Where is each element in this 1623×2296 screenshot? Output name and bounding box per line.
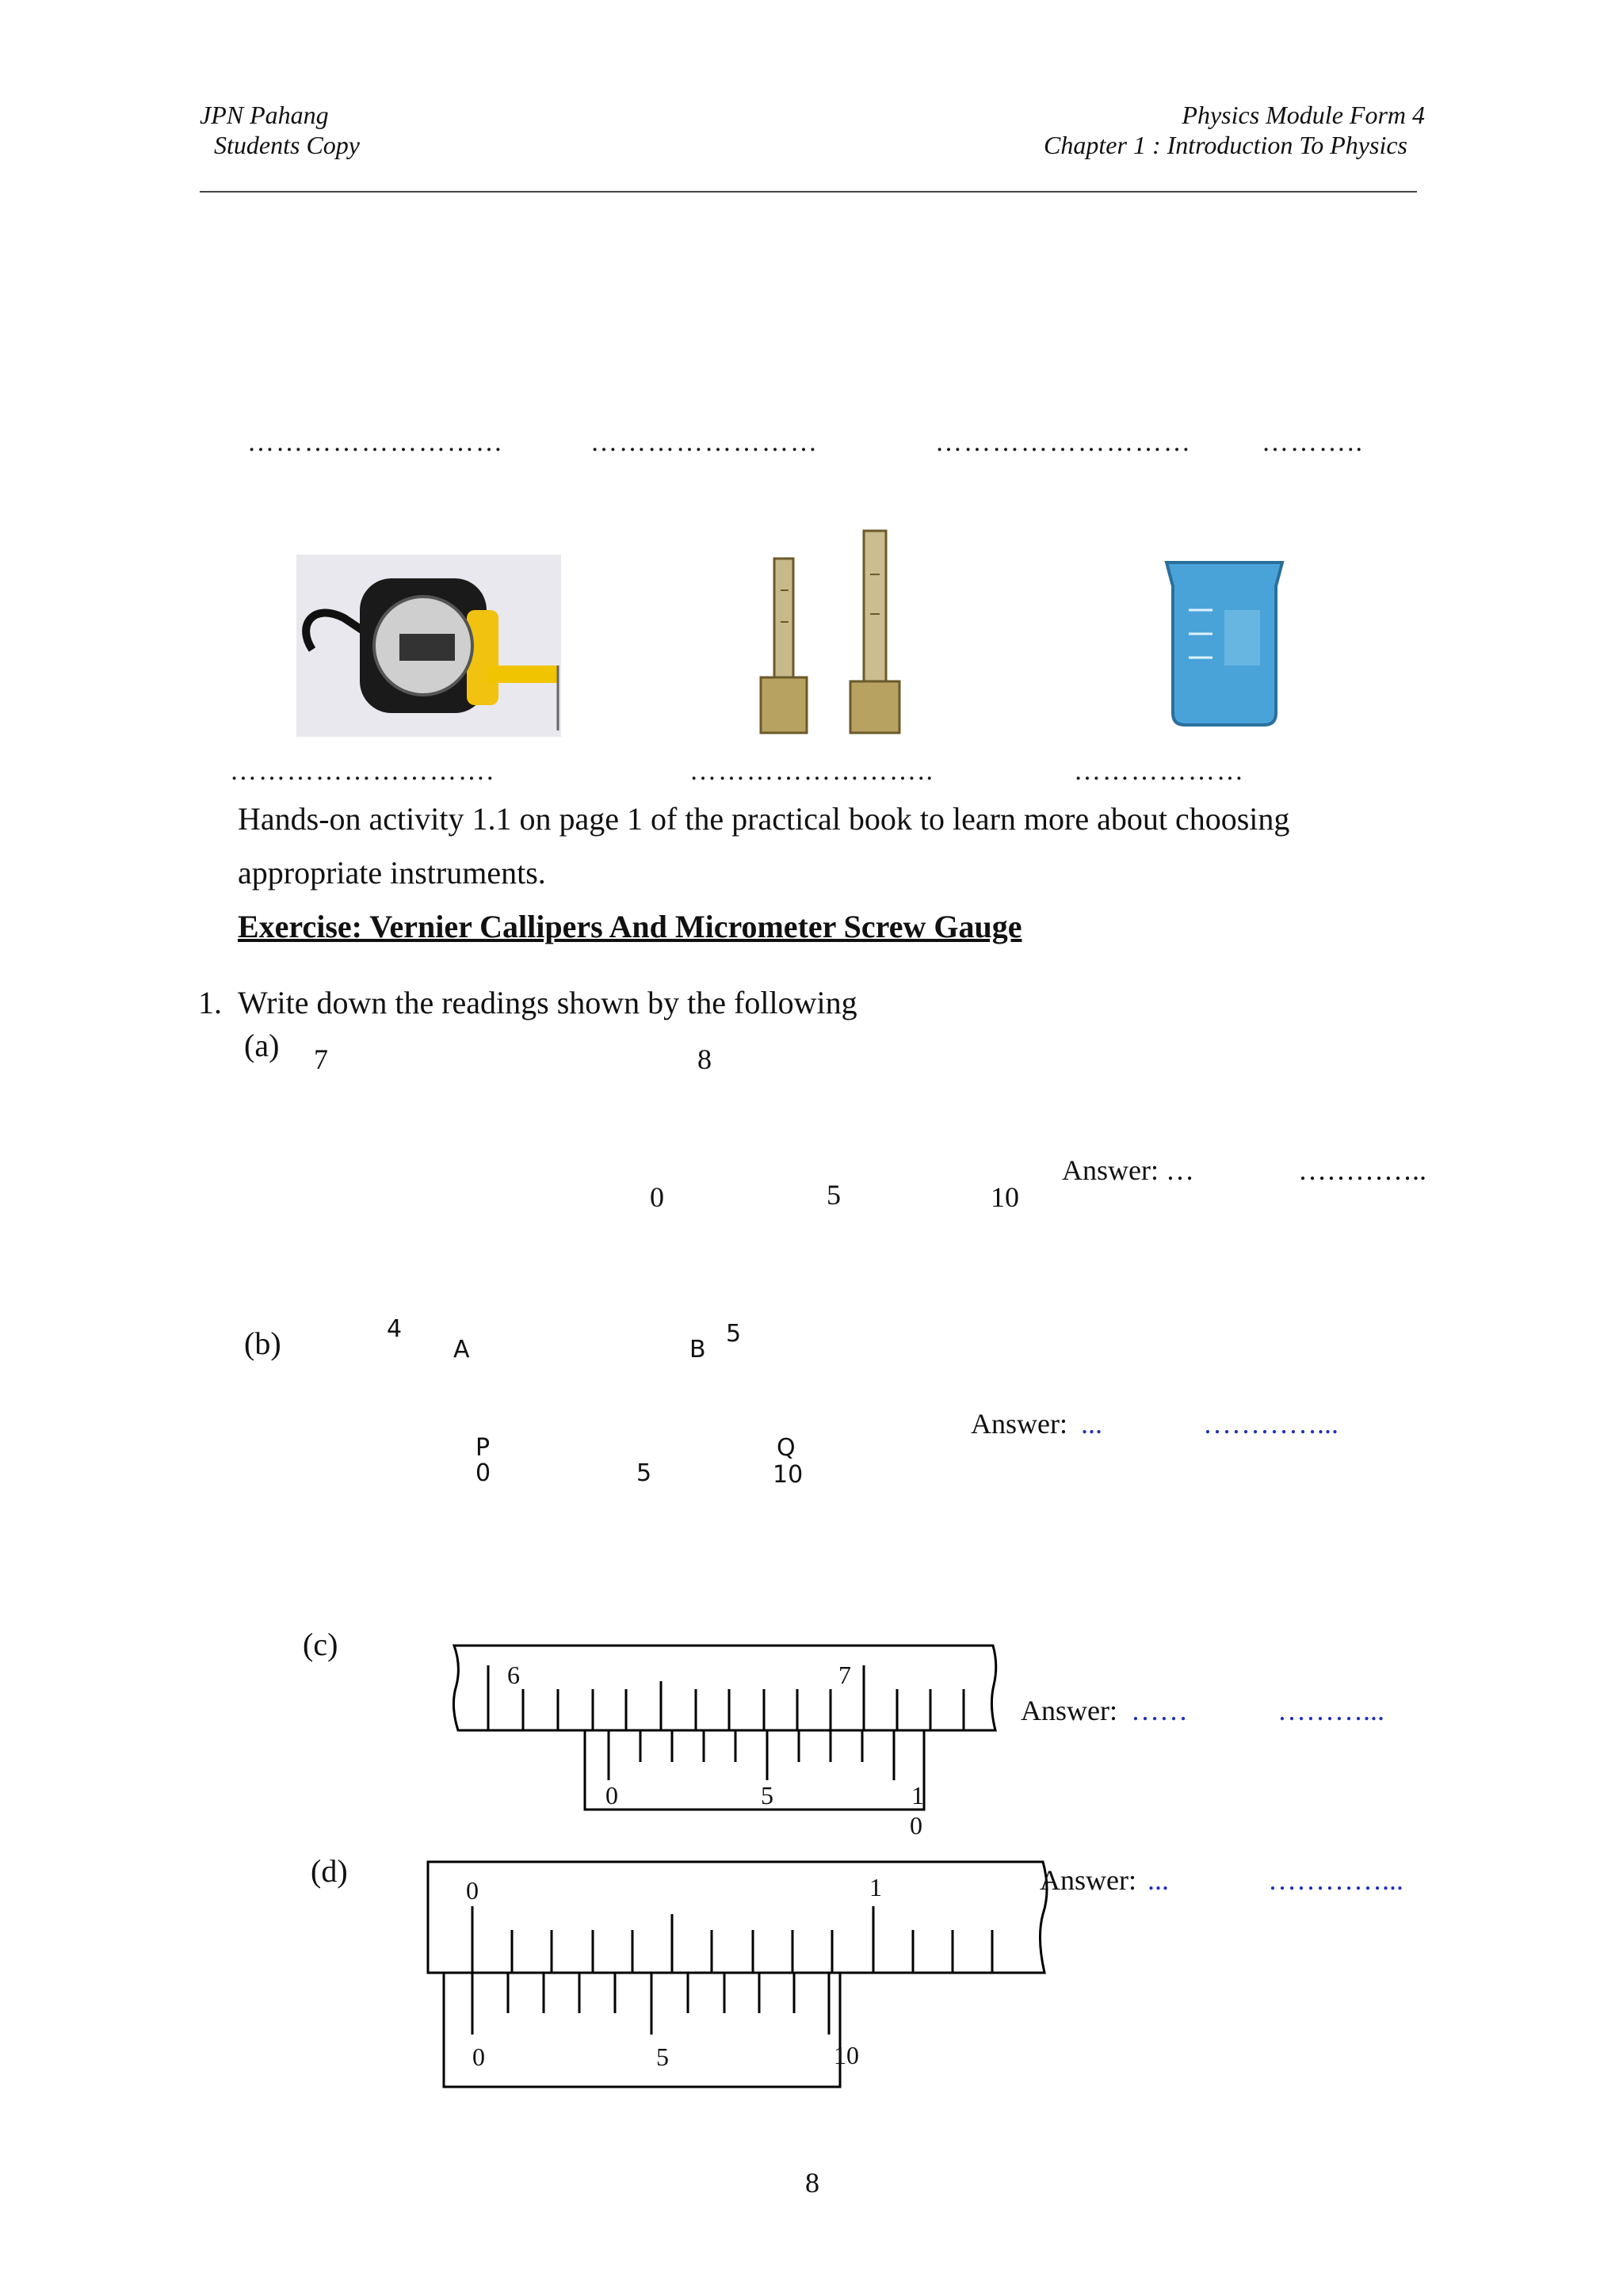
part-b-label: (b) bbox=[244, 1325, 281, 1361]
part-a-vernier-10: 10 bbox=[991, 1181, 1019, 1213]
part-d-vernier-5: 5 bbox=[656, 2042, 669, 2071]
part-b-main-4: 4 bbox=[387, 1315, 403, 1343]
blank-5: ………………………. bbox=[230, 757, 495, 786]
part-a-answer-label: Answer: … bbox=[1062, 1154, 1194, 1186]
header-right-line1: Physics Module Form 4 bbox=[1182, 101, 1425, 129]
part-d-answer-dots2: …………... bbox=[1268, 1864, 1403, 1896]
blank-6: …………………….. bbox=[689, 757, 934, 786]
paragraph-line2: appropriate instruments. bbox=[238, 855, 546, 891]
part-b-answer-dots2: …………... bbox=[1203, 1408, 1338, 1440]
part-c-vernier-0: 0 bbox=[605, 1781, 618, 1810]
paragraph-line1: Hands-on activity 1.1 on page 1 of the practical book to learn more about choosing bbox=[238, 801, 1290, 837]
part-b-point-b: B bbox=[689, 1336, 706, 1363]
blank-2: …………………… bbox=[590, 428, 819, 457]
part-a-vernier-5: 5 bbox=[827, 1179, 841, 1211]
part-c-vernier-5: 5 bbox=[761, 1781, 773, 1810]
blank-1: ……………………… bbox=[247, 428, 504, 457]
part-b-point-p: P bbox=[475, 1434, 491, 1462]
header-right-line2: Chapter 1 : Introduction To Physics bbox=[1044, 131, 1407, 159]
part-d-main-1: 1 bbox=[869, 1873, 882, 1901]
part-a-vernier-0: 0 bbox=[650, 1181, 664, 1213]
part-b-vernier-0: 0 bbox=[475, 1459, 491, 1487]
part-c-answer-dots1: …… bbox=[1131, 1695, 1188, 1726]
exercise-title: Exercise: Vernier Callipers And Micrometer Screw Gauge bbox=[238, 909, 1022, 944]
part-d-main-0: 0 bbox=[466, 1876, 479, 1905]
part-b-answer-label: Answer: bbox=[971, 1408, 1067, 1440]
header-left-line2: Students Copy bbox=[214, 131, 360, 159]
part-d-answer-label: Answer: bbox=[1040, 1864, 1136, 1896]
part-b-answer-dots1: ... bbox=[1081, 1408, 1102, 1440]
part-a-answer-dots: ………….. bbox=[1298, 1154, 1426, 1186]
part-b-vernier-5: 5 bbox=[636, 1459, 652, 1487]
header-rule bbox=[200, 191, 1417, 193]
question-text: Write down the readings shown by the following bbox=[238, 985, 857, 1020]
page-number: 8 bbox=[805, 2167, 819, 2199]
blank-4: ……….. bbox=[1262, 428, 1364, 457]
part-d-vernier-0: 0 bbox=[472, 2042, 485, 2071]
part-c-main-7: 7 bbox=[838, 1661, 851, 1689]
part-c-vernier-1: 1 bbox=[911, 1781, 924, 1810]
part-b-point-q: Q bbox=[777, 1434, 796, 1462]
part-b-point-a: A bbox=[453, 1336, 470, 1363]
part-a-main-7: 7 bbox=[314, 1043, 328, 1075]
part-c-answer-label: Answer: bbox=[1021, 1695, 1117, 1726]
blank-7: ……………… bbox=[1074, 757, 1245, 786]
part-d-vernier-diagram bbox=[425, 1859, 1051, 2096]
part-d-vernier-10: 10 bbox=[834, 2041, 859, 2069]
part-c-main-6: 6 bbox=[507, 1661, 520, 1689]
part-a-label: (a) bbox=[244, 1028, 280, 1063]
measuring-cylinders-image bbox=[757, 527, 907, 737]
question-number: 1. bbox=[198, 985, 222, 1020]
part-b-vernier-10: 10 bbox=[773, 1461, 804, 1489]
beaker-image bbox=[1157, 555, 1292, 729]
blank-3: ……………………… bbox=[935, 428, 1192, 457]
header-left-line1: JPN Pahang bbox=[200, 101, 329, 129]
part-c-answer-dots2: ………... bbox=[1277, 1695, 1384, 1726]
part-a-main-8: 8 bbox=[697, 1043, 712, 1075]
part-d-answer-dots1: ... bbox=[1148, 1864, 1169, 1896]
part-b-main-5: 5 bbox=[726, 1320, 742, 1348]
measuring-tape-image bbox=[296, 555, 561, 737]
part-c-label: (c) bbox=[303, 1627, 338, 1662]
part-c-vernier-10-zero: 0 bbox=[910, 1811, 922, 1840]
part-d-label: (d) bbox=[311, 1853, 348, 1889]
